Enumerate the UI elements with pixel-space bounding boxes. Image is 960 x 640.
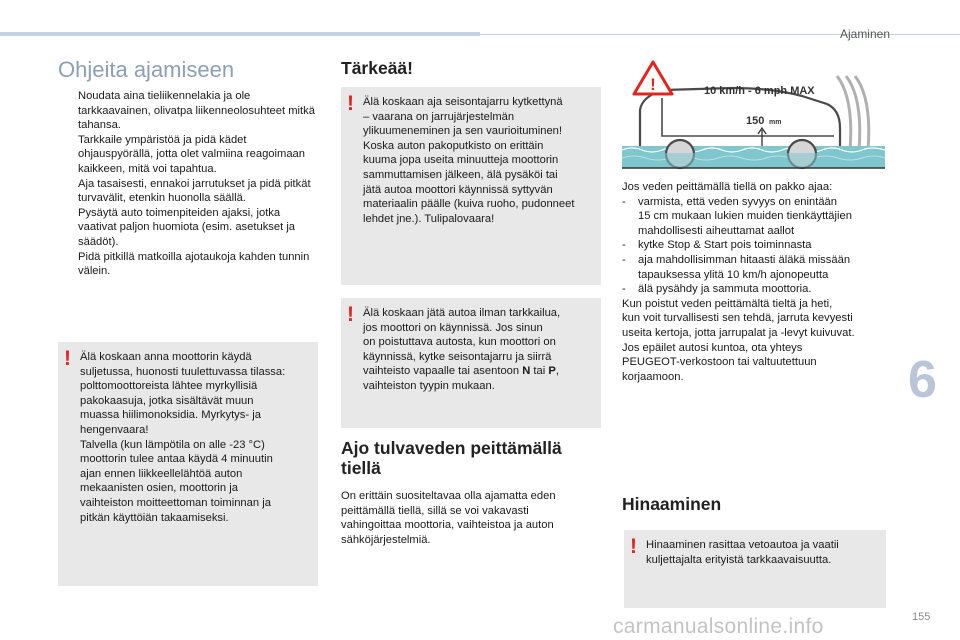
watermark: carmanualsonline.info xyxy=(613,615,824,638)
warning-text: Älä koskaan aja seisontajarru kytkettynä – vaarana on jarrujärjestelmän ylikuumeneminen ja sen vaurioituminen! Koska auton pakoputkisto on erittäin kuuma jopa useita minuutteja moottorin sammuttamisen jälkeen, älä pysäköi tai jätä autoa moottori käynnissä syttyvän materiaalin päälle (kuiva ruoho, pudonneet lehdet jne.). Tulipalovaara! xyxy=(363,96,575,225)
list-item: - varmista, että veden syvyys on enintään 15 cm mukaan lukien muiden tienkäyttäjien mahdollisesti aiheuttamat aallot xyxy=(622,195,852,237)
driving-tips-list xyxy=(58,89,320,279)
section-title-driving-tips: Ohjeita ajamiseen xyxy=(58,57,235,82)
warning-box-handbrake xyxy=(341,87,601,285)
list-item: - kytke Stop & Start pois toiminnasta xyxy=(622,239,812,252)
warning-box-unattended xyxy=(341,298,601,428)
warning-text: Älä koskaan jätä autoa ilman tarkkailua, jos moottori on käynnissä. Jos sinun on poistuttava autosta, kun moottori on käynnissä, kytke seisontajarru ja siirrä vaihteisto vapaalle tai asentoon N tai P, vaihteiston tyypin mukaan. xyxy=(363,307,561,392)
flooded-road-text: On erittäin suositeltavaa olla ajamatta eden peittämällä tiellä, sillä se voi vakavasti vahingoittaa moottoria, vaihteistoa ja auton sähköjärjestelmiä. xyxy=(341,490,556,546)
car-in-water-diagram xyxy=(622,58,885,178)
list-item: - älä pysähdy ja sammuta moottoria. xyxy=(622,283,812,296)
chapter-title: Ajaminen xyxy=(839,27,890,41)
warning-text: Hinaaminen rasittaa vetoautoa ja vaatii kuljettajalta erityistä tarkkaavaisuutta. xyxy=(646,539,839,566)
section-title-important: Tärkeää! xyxy=(341,58,413,78)
section-title-flooded-road: Ajo tulvaveden peittämällä tiellä xyxy=(341,438,562,478)
gear-n: N xyxy=(522,365,531,378)
motion-lines xyxy=(837,76,869,150)
list-item: Tarkkaile ympäristöä ja pidä kädet ohjauspyörällä, jotta olet valmiina reagoimaan kaikkeen, mitä voi tapahtua. xyxy=(78,133,305,175)
flooded-road-illustration xyxy=(622,58,885,178)
warning-icon: ! xyxy=(347,92,354,115)
water-depth-value: 150 xyxy=(746,115,765,127)
warning-icon: ! xyxy=(347,303,354,326)
flooded-road-instructions: Jos veden peittämällä tiellä on pakko ajaa: - varmista, että veden syvyys on enintään 15 cm mukaan lukien muiden tienkäyttäjien mahdollisesti aiheuttamat aallot - kytke Stop & Start pois toiminnasta - aja mahdollisimman hitaasti äläkä missään tapauksessa ylitä 10 km/h ajonopeutta - älä pysähdy ja sammuta moottoria. Kun poistut veden peittämältä tieltä ja heti, kun voit turvallisesti sen tehdä, jarruta kevyesti useita kertoja, jotta jarrupalat ja -levyt kuivuvat. Jos epäilet autosi kuntoa, ota yhteys PEUGEOT-verkostoon tai valtuutettuun korjaamoon. xyxy=(622,180,888,384)
warning-icon: ! xyxy=(64,347,71,370)
list-item: Pysäytä auto toimenpiteiden ajaksi, jotka vaativat paljon huomiota (esim. asetukset ja säädöt). xyxy=(78,206,296,248)
chapter-number: 6 xyxy=(908,351,937,409)
instructions-intro: Jos veden peittämällä tiellä on pakko ajaa: xyxy=(622,181,833,193)
warning-box-towing xyxy=(624,530,886,608)
list-item: Noudata aina tieliikennelakia ja ole tarkkaavainen, olivatpa liikenneolosuhteet mitkä tahansa. xyxy=(78,90,315,132)
list-item: - aja mahdollisimman hitaasti äläkä missään tapauksessa ylitä 10 km/h ajonopeutta xyxy=(622,253,851,281)
speed-limit-label: 10 km/h - 6 mph MAX xyxy=(704,85,815,97)
water-depth-unit: mm xyxy=(769,119,782,126)
warning-triangle-mark: ! xyxy=(650,75,656,94)
list-item: Aja tasaisesti, ennakoi jarrutukset ja pidä pitkät turvavälit, etenkin huonolla säällä. xyxy=(78,177,311,205)
header-bar xyxy=(0,32,480,36)
section-title-towing: Hinaaminen xyxy=(622,494,722,514)
gear-p: P xyxy=(548,365,556,378)
warning-icon: ! xyxy=(630,535,637,558)
warning-box-exhaust xyxy=(58,342,318,586)
page-number: 155 xyxy=(912,611,931,623)
warning-text: Älä koskaan anna moottorin käydä suljetussa, huonosti tuulettuvassa tilassa: polttomoottoreista lähtee myrkyllisiä pakokaasuja, jotka sisältävät muun muassa hiilimonoksidia. Myrkytys- ja hengenvaara! Talvella (kun lämpötila on alle -23 °C) moottorin tulee antaa käydä 4 minuutin ajan ennen liikkeellelähtöä auton mekaanisten osien, moottorin ja vaihteiston moitteettoman toiminnan ja pitkän käyttöiän takaamiseksi. xyxy=(80,351,286,524)
list-item: Pidä pitkillä matkoilla ajotaukoja kahden tunnin välein. xyxy=(78,250,310,278)
